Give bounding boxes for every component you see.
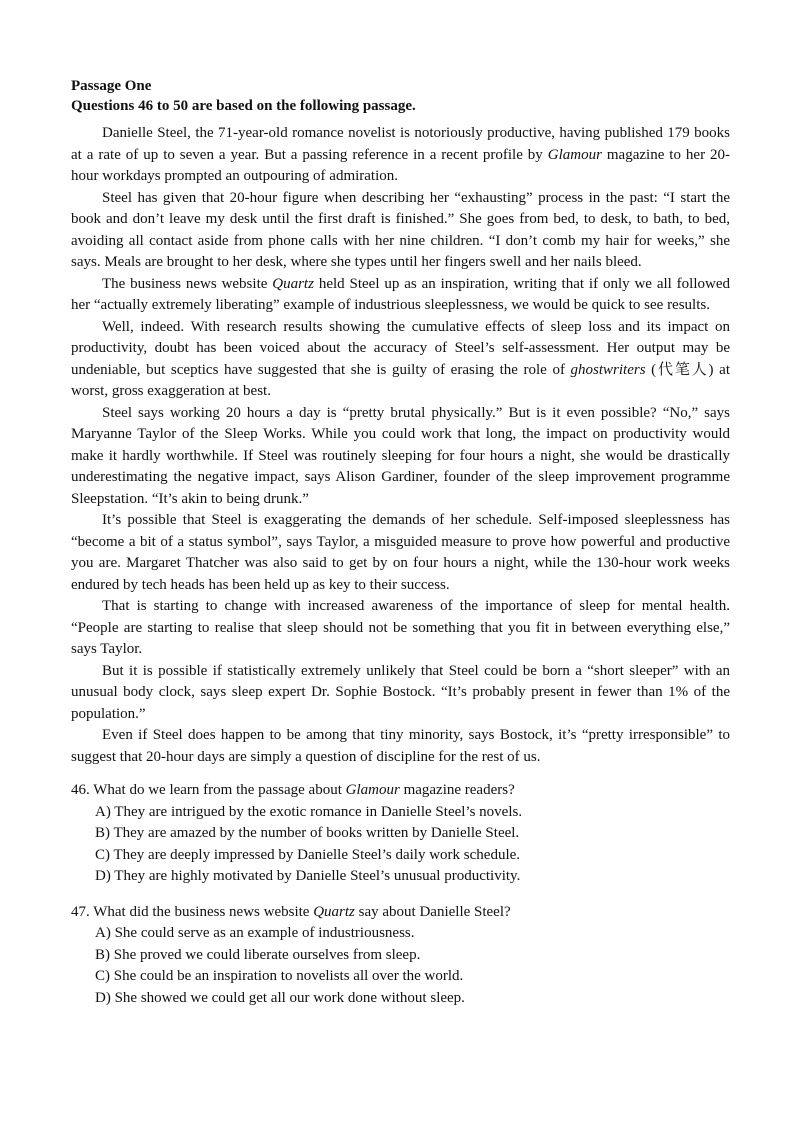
passage-paragraph-8: But it is possible if statistically extremely unlikely that Steel could be born a “short sleeper” with an unusual body clock, says sleep expert Dr. Sophie Bostock. “It’s probably present in fewer than 1% of the population.” (71, 662, 730, 722)
text-run: (代笔人) at worst, gross exaggeration at best. (71, 361, 730, 399)
question-46-stem (71, 780, 730, 802)
text-run: Well, indeed. With research results showing the cumulative effects of sleep loss and its impact on productivity, doubt has been voiced about the accuracy of Steel’s self-assessment. Her output may be undeniable, but sceptics have suggested that she is guilty of erasing the role of (71, 318, 730, 378)
question-47-option-c: C) She could be an inspiration to novelists all over the world. (95, 968, 464, 984)
passage-paragraph-3 (71, 274, 730, 317)
italic-title-glamour: Glamour (345, 782, 400, 798)
italic-title-quartz: Quartz (272, 275, 314, 292)
passage-paragraph-7: That is starting to change with increased awareness of the importance of sleep for mental health. “People are starting to realise that sleep should not be something that you fit in between everything else,” says Taylor. (71, 598, 730, 657)
question-46-option-d: D) They are highly motivated by Danielle Steel’s unusual productivity. (95, 868, 521, 884)
question-47-option-a: A) She could serve as an example of industriousness. (95, 925, 415, 941)
passage-paragraph-9: Even if Steel does happen to be among that tiny minority, says Bostock, it’s “pretty irresponsible” to suggest that 20-hour days are simply a question of discipline for the rest of us. (71, 727, 730, 765)
passage-paragraph-5: Steel says working 20 hours a day is “pretty brutal physically.” But is it even possible? “No,” says Maryanne Taylor of the Sleep Works. While you could work that long, the impact on productivity would make it hardly worthwhile. If Steel was routinely sleeping for four hours a night, she would be drastically underestimating the negative impact, says Alison Gardiner, founder of the sleep improvement programme Sleepstation. “It’s akin to being drunk.” (71, 404, 730, 507)
passage-paragraph-2: Steel has given that 20-hour figure when describing her “exhausting” process in the past: “I start the book and don’t leave my desk until the first draft is finished.” She goes from bed, to desk, to bath, to bed, avoiding all contact aside from phone calls with her nine children. “I don’t comb my hair for weeks,” she says. Meals are brought to her desk, where she types until her fingers swell and her nails bleed. (71, 189, 730, 270)
passage-paragraph-6: It’s possible that Steel is exaggerating the demands of her schedule. Self-imposed sleeplessness has “become a bit of a status symbol”, says Taylor, a misguided measure to prove how powerful and productive you are. Margaret Thatcher was also said to get by on four hours a night, while the 130-hour work weeks endured by tech heads has been held up as key to their success. (71, 512, 730, 593)
text-run: 47. What did the business news website (71, 903, 314, 920)
text-run: Danielle Steel, the 71-year-old romance novelist is notoriously productive, having published 179 books at a rate of up to seven a year. But a passing reference in a recent profile by (71, 125, 730, 163)
question-46-option-a: A) They are intrigued by the exotic romance in Danielle Steel’s novels. (95, 803, 523, 820)
text-run: The business news website (102, 275, 273, 292)
italic-title-glamour: Glamour (547, 146, 602, 163)
text-run: 46. What do we learn from the passage about (71, 782, 346, 798)
text-run: magazine to her 20-hour workdays prompted an outpouring of admiration. (71, 146, 731, 184)
passage-paragraph-4 (71, 317, 730, 403)
italic-term-ghostwriters: ghostwriters (570, 361, 646, 378)
italic-title-quartz: Quartz (313, 903, 355, 920)
passage-paragraph-1 (71, 123, 730, 188)
question-47-stem (71, 902, 730, 924)
question-46 (71, 780, 730, 888)
passage-body (71, 123, 730, 768)
passage-label: Passage One (71, 78, 152, 94)
question-46-option-c: C) They are deeply impressed by Danielle Steel’s daily work schedule. (95, 846, 521, 863)
text-run: held Steel up as an inspiration, writing that if only we all followed her “actually extremely liberating” example of industrious sleeplessness, we would be quick to see results. (71, 275, 730, 313)
text-run: say about Danielle Steel? (354, 903, 511, 920)
question-46-option-b: B) They are amazed by the number of books written by Danielle Steel. (95, 825, 520, 841)
question-47 (71, 902, 730, 1010)
question-47-option-b: B) She proved we could liberate ourselves from sleep. (95, 946, 421, 963)
question-47-option-d: D) She showed we could get all our work done without sleep. (95, 989, 465, 1006)
instructions: Questions 46 to 50 are based on the following passage. (71, 98, 416, 114)
text-run: magazine readers? (399, 782, 515, 798)
exam-page (71, 76, 730, 1009)
